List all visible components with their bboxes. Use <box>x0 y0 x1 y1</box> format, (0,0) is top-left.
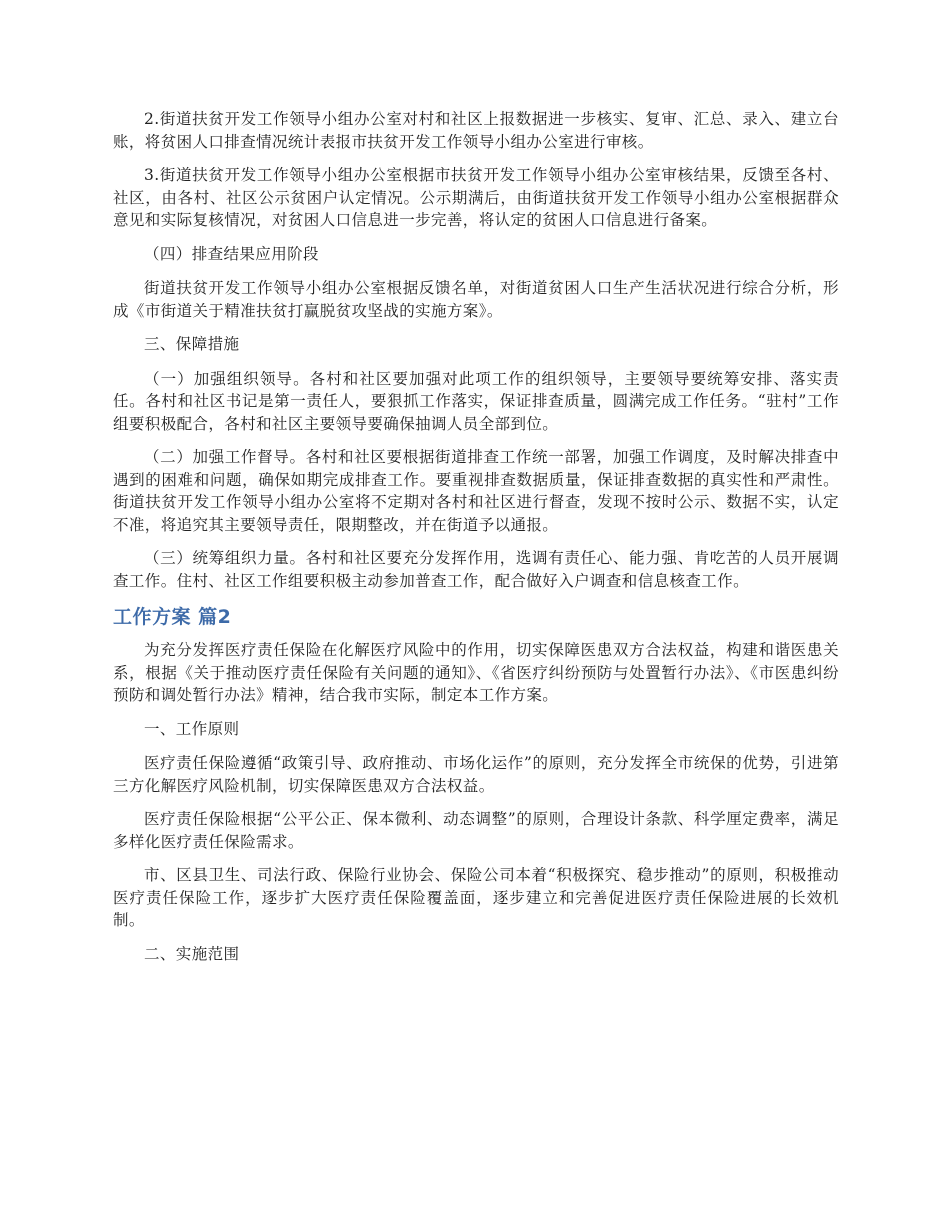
paragraph-principle-fairness: 医疗责任保险根据“公平公正、保本微利、动态调整”的原则，合理设计条款、科学厘定费率，满足多样化医疗责任保险需求。 <box>113 810 839 851</box>
subheading-work-principles: 一、工作原则 <box>144 719 240 738</box>
subheading-scope: 二、实施范围 <box>144 944 240 963</box>
paragraph-verification-step: 2.街道扶贫开发工作领导小组办公室对村和社区上报数据进一步核实、复审、汇总、录入、建立台账，将贫困人口排查情况统计表报市扶贫开发工作领导小组办公室进行审核。 <box>113 110 839 151</box>
paragraph-feedback-step: 3.街道扶贫开发工作领导小组办公室根据市扶贫开发工作领导小组办公室审核结果，反馈至各村、社区，由各村、社区公示贫困户认定情况。公示期满后，由街道扶贫开发工作领导小组办公室根据群众意见和实际复核情况，对贫困人口信息进一步完善，将认定的贫困人口信息进行备案。 <box>113 166 839 229</box>
section-title: 工作方案 篇2 <box>113 606 232 628</box>
subheading-safeguards: 三、保障措施 <box>144 335 240 353</box>
paragraph-coordinate-forces: （三）统筹组织力量。各村和社区要充分发挥作用，选调有责任心、能力强、肯吃苦的人员开展调查工作。住村、社区工作组要积极主动参加普查工作，配合做好入户调查和信息核查工作。 <box>113 549 839 590</box>
subheading-result-application: （四）排查结果应用阶段 <box>144 244 319 263</box>
paragraph-organization-leadership: （一）加强组织领导。各村和社区要加强对此项工作的组织领导，主要领导要统筹安排、落实责任。各村和社区书记是第一责任人，要狠抓工作落实，保证排查质量，圆满完成工作任务。“驻村”工作组要积极配合，各村和社区主要领导要确保抽调人员全部到位。 <box>113 369 839 433</box>
paragraph-principle-policy: 医疗责任保险遵循“政策引导、政府推动、市场化运作”的原则，充分发挥全市统保的优势，引进第三方化解医疗风险机制，切实保障医患双方合法权益。 <box>113 754 839 795</box>
paragraph-result-analysis: 街道扶贫开发工作领导小组办公室根据反馈名单，对街道贫困人口生产生活状况进行综合分析，形成《市街道关于精准扶贫打赢脱贫攻坚战的实施方案》。 <box>113 279 839 320</box>
paragraph-intro: 为充分发挥医疗责任保险在化解医疗风险中的作用，切实保障医患双方合法权益，构建和谐医患关系，根据《关于推动医疗责任保险有关问题的通知》、《省医疗纠纷预防与处置暂行办法》、《市医患纠纷预防和调处暂行办法》精神，结合我市实际，制定本工作方案。 <box>113 641 839 704</box>
paragraph-work-supervision: （二）加强工作督导。各村和社区要根据街道排查工作统一部署，加强工作调度，及时解决排查中遇到的困难和问题，确保如期完成排查工作。要重视排查数据质量，保证排查数据的真实性和严肃性。街道扶贫开发工作领导小组办公室将不定期对各村和社区进行督查，发现不按时公示、数据不实，认定不准，将追究其主要领导责任，限期整改，并在街道予以通报。 <box>113 448 839 534</box>
document-page <box>113 108 839 977</box>
paragraph-principle-promotion: 市、区县卫生、司法行政、保险行业协会、保险公司本着“积极探究、稳步推动”的原则，积极推动医疗责任保险工作，逐步扩大医疗责任保险覆盖面，逐步建立和完善促进医疗责任保险进展的长效机制。 <box>113 866 839 929</box>
